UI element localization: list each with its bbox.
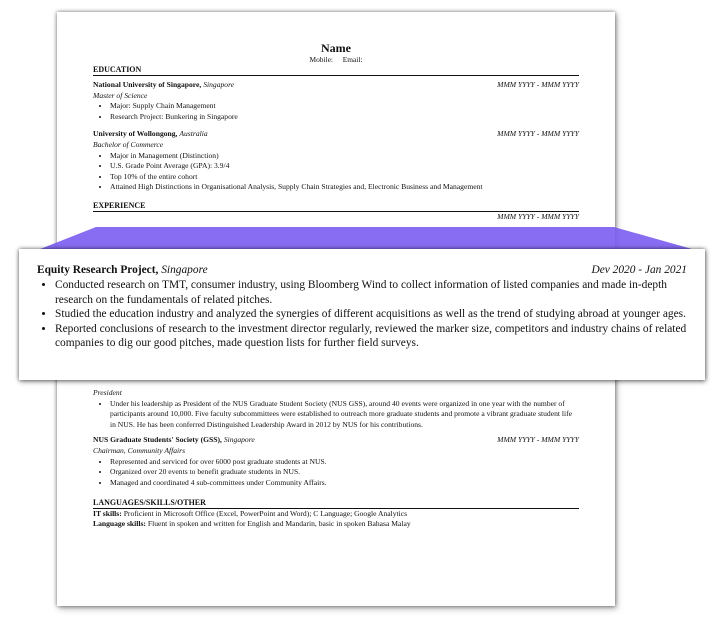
it-skills-line [93, 509, 579, 519]
entry-date: MMM YYYY - MMM YYYY [497, 80, 579, 89]
bullet-item: • Organized over 20 events to benefit graduate students in NUS. [110, 467, 579, 478]
entry-org: University of Wollongong, [93, 129, 178, 139]
entry-org: NUS Graduate Students' Society (GSS), [93, 435, 222, 445]
callout-org: Equity Research Project, [37, 264, 159, 276]
entry-role: President [93, 388, 122, 397]
email-label: Email: [342, 55, 363, 64]
it-skills-value: Proficient in Microsoft Office (Excel, PowerPoint and Word); C Language; Google Analytics [123, 509, 408, 519]
bullet-list [93, 457, 579, 489]
callout-bullet-list [37, 278, 687, 351]
bullet-list [93, 399, 579, 431]
entry-role: Chairman, Community Affairs [93, 445, 186, 455]
bullet-item: • Major: Supply Chain Management [110, 101, 579, 112]
language-skills-label: Language skills: [93, 519, 146, 529]
bullet-item: • Research Project: Bunkering in Singapore [110, 112, 579, 123]
bullet-item: • Managed and coordinated 4 sub-committees under Community Affairs. [110, 478, 579, 489]
callout-bullet: • Conducted research on TMT, consumer industry, using Bloomberg Wind to collect information of listed companies and made in-depth research on the fundamentals of related pitches. [55, 278, 687, 307]
bullet-list [93, 101, 579, 122]
entry-date: MMM YYYY - MMM YYYY [497, 211, 579, 221]
resume-name: Name [321, 41, 351, 55]
callout-location: Singapore [161, 264, 208, 276]
language-skills-line [93, 519, 579, 529]
entry-role: Bachelor of Commerce [93, 139, 164, 149]
experience-first-row [93, 212, 579, 223]
section-languages-heading: LANGUAGES/SKILLS/OTHER [93, 498, 579, 509]
callout-bullet: • Reported conclusions of research to the investment director regularly, reviewed the marker size, competitors and industry chains of related companies to dig our good pitches, made question lists for further field surveys. [55, 322, 687, 351]
it-skills-label: IT skills: [93, 509, 122, 519]
callout-header [37, 263, 687, 278]
language-skills-value: Fluent in spoken and written for English and Mandarin, basic in spoken Bahasa Malay [147, 519, 411, 529]
callout-bullet: • Studied the education industry and analyzed the synergies of different acquisitions as well as the trend of studying abroad at younger ages. [55, 307, 687, 322]
mobile-label: Mobile: [309, 55, 333, 64]
entry-location: Singapore [223, 435, 255, 445]
section-education-heading: EDUCATION [93, 65, 579, 76]
entry-org: National University of Singapore, [93, 80, 202, 89]
entry-role: Master of Science [93, 90, 148, 100]
bullet-item: • Attained High Distinctions in Organisational Analysis, Supply Chain Strategies and, Electronic Business and Management [110, 182, 579, 193]
gss-entry [93, 435, 579, 488]
bullet-item: • Major in Management (Distinction) [110, 151, 579, 162]
entry-date: MMM YYYY - MMM YYYY [497, 435, 579, 445]
bullet-item: • Under his leadership as President of the NUS Graduate Student Society (NUS GSS), around 40 events were organized in one year with the number of participants around 10,000. Five faculty subcommittees were established to outreach more graduate students and promote a vibrant graduate student life in NUS. He has been conferred Distinguished Leadership Award in 2012 by NUS for his contributions. [110, 399, 579, 431]
education-entry [93, 129, 579, 193]
bullet-item: • Top 10% of the entire cohort [110, 172, 579, 183]
contact-line [93, 55, 579, 64]
leadership-entry [93, 388, 579, 529]
education-entry [93, 80, 579, 122]
entry-date: MMM YYYY - MMM YYYY [497, 129, 579, 139]
zoomed-callout [19, 249, 705, 380]
section-experience-heading: EXPERIENCE [93, 201, 579, 212]
entry-location: Australia [179, 129, 208, 139]
bullet-item: • Represented and serviced for over 6000 post graduate students at NUS. [110, 457, 579, 468]
bullet-item: • U.S. Grade Point Average (GPA): 3.9/4 [110, 161, 579, 172]
entry-location: Singapore [203, 80, 235, 89]
callout-date: Dev 2020 - Jan 2021 [591, 264, 687, 276]
bullet-list [93, 151, 579, 193]
